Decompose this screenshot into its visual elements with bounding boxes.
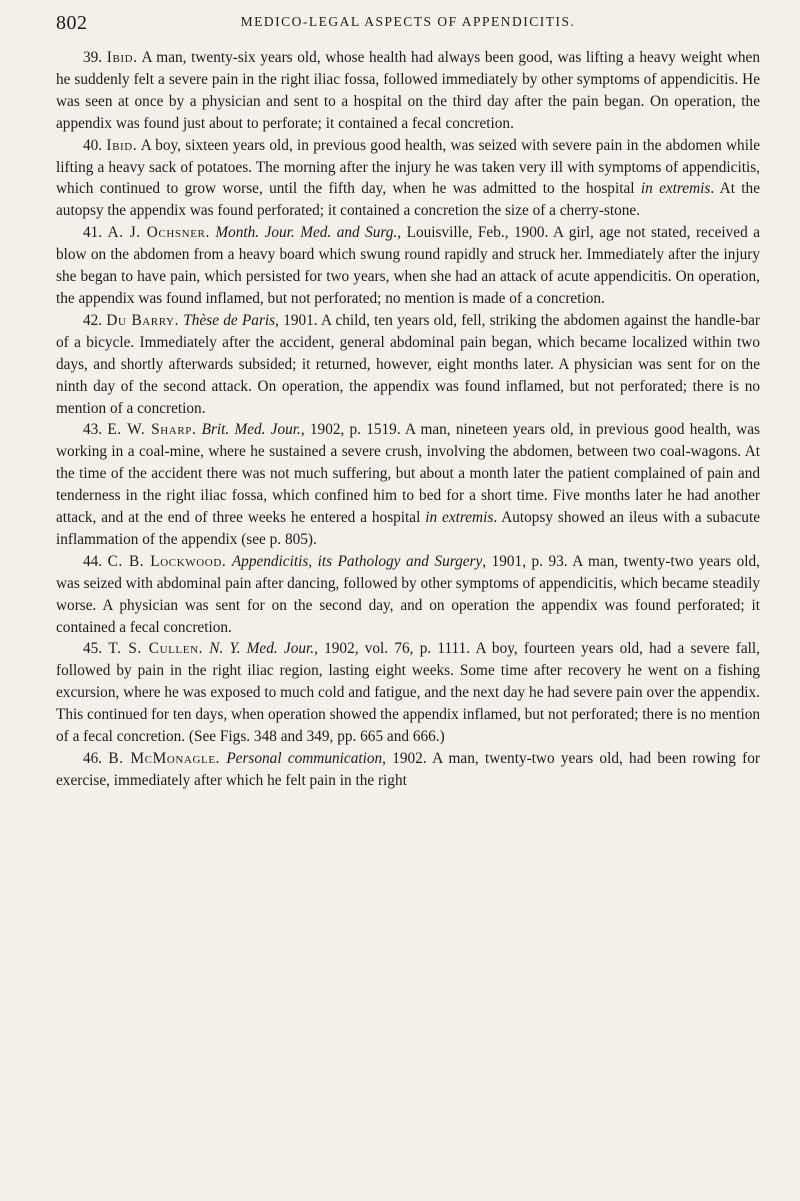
case-entry-43 [56, 419, 760, 550]
journal-title: Month. Jour. Med. and Surg. [215, 224, 398, 242]
entry-text: A boy, sixteen years old, in previous good health, was seized with severe pain in the abdomen while lifting a heavy sack of potatoes. The morning after the injury he was taken very ill with symptoms of appendicitis, which continued to grow worse, until the fifth day, when he was admitted to the hospital [56, 136, 760, 198]
journal-title: Brit. Med. Jour. [201, 421, 301, 439]
case-entry-44 [56, 551, 760, 639]
latin-phrase: in extremis [640, 180, 711, 198]
author-name: E. W. Sharp. [107, 421, 197, 439]
entry-text: , 1902, p. 1519. A man, nineteen years old, in previous good health, was working in a coal-mine, where he sustained a severe crush, involving the abdomen, between two coal-wagons. At the time of the accident there was not much suffering, but about a month later the patient complained of pain and tenderness in the right iliac fossa, which confined him to bed for a short time. Five months later he had another attack, and at the end of three weeks he entered a hospital [56, 421, 760, 527]
case-entry-41 [56, 222, 760, 310]
entry-text: , 1901. A child, ten years old, fell, striking the abdomen against the handle-bar of a bicycle. Immediately after the accident, general abdominal pain began, which became localized within two days, and shortly afterwards subsided; it returned, however, eight months later. A physician was sent for on the ninth day of the second attack. On operation, the appendix was found inflamed, but not perforated; there is no mention of a concretion. [56, 311, 760, 417]
entry-number: 46. [83, 750, 103, 767]
page-number: 802 [56, 12, 88, 34]
author-name: Ibid. [106, 136, 138, 154]
entry-number: 40. [83, 136, 103, 154]
author-name: B. McMonagle. [108, 750, 221, 767]
entry-text: . Autopsy showed an ileus with a subacute inflammation of the appendix (see p. 805). [56, 509, 760, 548]
book-title: Appendicitis, its Pathology and Surgery [231, 552, 483, 570]
entry-text: , Louisville, Feb., 1900. A girl, age not stated, received a blow on the abdomen from a heavy board which swung round rapidly and struck her. Immediately after the injury she began to have pain, which persisted for two years, when she had an attack of acute appendicitis. On operation, the appendix was found inflamed, but not perforated; no mention is made of a concretion. [56, 224, 761, 307]
entry-text: , 1902. A man, twenty-two years old, had been rowing for exercise, immediately after which he felt pain in the right [56, 750, 760, 789]
case-entry-42 [56, 310, 760, 420]
body-text [56, 47, 760, 792]
journal-title: N. Y. Med. Jour. [209, 640, 315, 658]
page-header [56, 12, 760, 36]
entry-text: , 1902, vol. 76, p. 1111. A boy, fourteen years old, had a severe fall, followed by pain in the right iliac region, lasting eight weeks. Some time after recovery he went on a fishing excursion, where he was exposed to much cold and fatigue, and the next day he had severe pain over the appendix. This continued for ten days, when operation showed the appendix inflamed, but not perforated; there is no mention of a fecal concretion. (See Figs. 348 and 349, pp. 665 and 666.) [56, 640, 761, 746]
case-entry-40 [56, 135, 760, 223]
source-title: Personal communication [226, 750, 383, 767]
case-entry-39 [56, 47, 760, 135]
latin-phrase: in extremis [425, 509, 494, 527]
author-name: Ibid. [106, 49, 138, 66]
journal-title: Thèse de Paris [183, 311, 276, 329]
entry-number: 45. [83, 640, 103, 658]
entry-number: 43. [83, 421, 103, 439]
entry-number: 44. [83, 552, 103, 570]
case-entry-46 [56, 748, 760, 792]
running-title: MEDICO-LEGAL ASPECTS OF APPENDICITIS. [240, 14, 576, 29]
entry-text: . At the autopsy the appendix was found perforated; it contained a concretion the size of a cherry-stone. [56, 180, 760, 220]
entry-number: 39. [83, 49, 103, 66]
case-entry-45 [56, 638, 760, 748]
entry-text: , 1901, p. 93. A man, twenty-two years old, was seized with abdominal pain after dancing, followed by other symptoms of appendicitis, which became steadily worse. A physician was sent for on the second day, and on operation the appendix was found perforated; it contained a fecal concretion. [56, 552, 760, 636]
author-name: Du Barry. [106, 311, 180, 329]
entry-number: 42. [83, 311, 103, 329]
author-name: C. B. Lockwood. [107, 552, 227, 570]
entry-text: A man, twenty-six years old, whose health had always been good, was lifting a heavy weight when he suddenly felt a severe pain in the right iliac fossa, followed immediately by other symptoms of appendicitis. He was seen at once by a physician and sent to a hospital on the third day after the pain began. On operation, the appendix was found just about to perforate; it contained a fecal concretion. [56, 49, 760, 132]
author-name: A. J. Ochsner. [107, 224, 210, 242]
author-name: T. S. Cullen. [108, 640, 204, 658]
entry-number: 41. [83, 224, 103, 242]
